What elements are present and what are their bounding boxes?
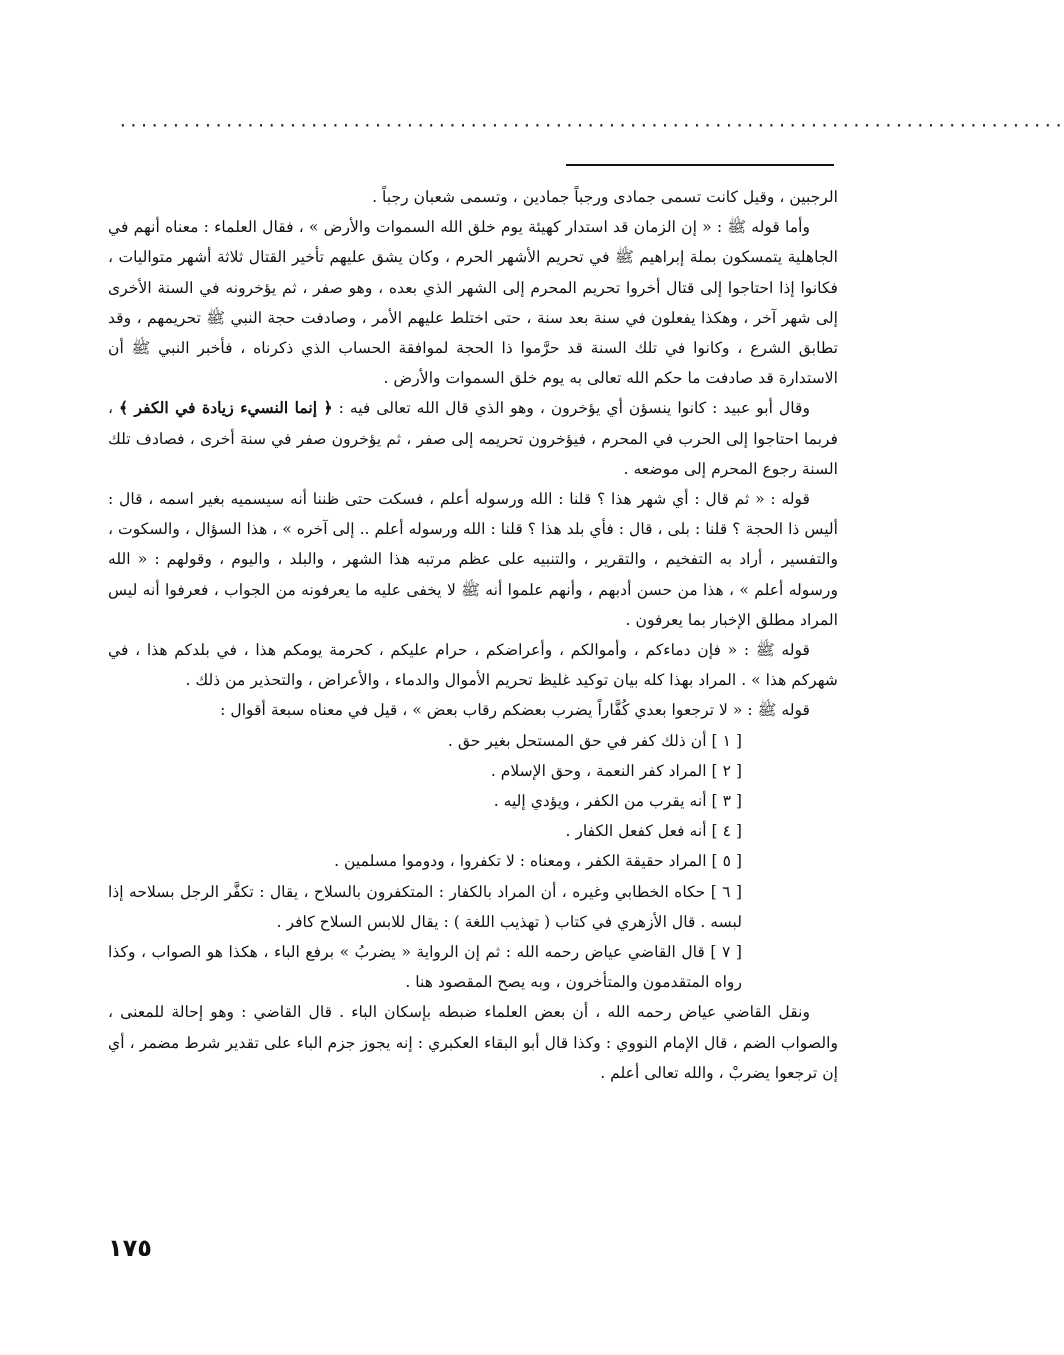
paragraph-your-blood: قوله ﷺ : « فإن دماءكم ، وأموالكم ، وأعراضكم ، حرام عليكم ، كحرمة يومكم هذا ، في بلدكم هذا ، في شهركم هذا » . المراد بهذا كله بيان توكيد غليظ تحريم الأموال والدماء ، والأعراض ، والتحذير من ذلك . [108, 641, 838, 690]
sayings-list [108, 726, 742, 998]
list-item: [ ٥ ] المراد حقيقة الكفر ، ومعناه : لا تكفروا ، ودوموا مسلمين . [334, 852, 742, 871]
page-body [108, 182, 838, 1088]
paragraph-rajabain: الرجبين ، وقيل كانت تسمى جمادى ورجباً جمادين ، وتسمى شعبان رجباً . [372, 188, 838, 206]
list-item: [ ٢ ] المراد كفر النعمة ، وحق الإسلام . [490, 761, 742, 780]
paragraph-abu-ubaid-start: وقال أبو عبيد : كانوا ينسؤن أي يؤخرون ، وهو الذي قال الله تعالى فيه : [332, 399, 810, 418]
list-item: [ ٤ ] أنه فعل كفعل الكفار . [565, 822, 742, 841]
paragraph-abu-ubaid-end: ، فربما احتاجوا إلى الحرب في المحرم ، فيؤخرون تحريمه إلى صفر ، ثم يؤخرون صفر في سنة أخرى ، فصادف تلك السنة رجوع المحرم إلى موضعه . [108, 399, 838, 478]
dotted-separator: ························································································· [118, 116, 1064, 135]
paragraph-abu-ubaid [108, 393, 838, 484]
paragraph-which-month: قوله : « ثم قال : أي شهر هذا ؟ قلنا : الله ورسوله أعلم ، فسكت حتى ظننا أنه سيسميه بغير اسمه ، قال : أليس ذا الحجة ؟ قلنا : بلى ، قال : فأي بلد هذا ؟ قلنا : الله ورسوله أعلم .. إلى آخره » ، هذا السؤال ، والسكوت ، والتفسير ، أراد به التفخيم ، والتقرير ، والتنبيه على عظم مرتبه هذا الشهر ، والبلد ، واليوم ، وقولهم : « الله ورسوله أعلم » ، هذا من حسن أدبهم ، وأنهم علموا أنه ﷺ لا يخفى عليه ما يعرفونه من الجواب ، فعرفوا أنه ليس المراد مطلق الإخبار بما يعرفون . [108, 490, 838, 629]
footnote-rule [566, 164, 834, 166]
list-item: [ ٣ ] أنه يقرب من الكفر ، ويؤدي إليه . [493, 792, 742, 811]
paragraph-qadi-iyad: ونقل القاضي عياض رحمه الله ، أن بعض العلماء ضبطه بإسكان الباء . قال القاضي : وهو إحالة للمعنى ، والصواب الضم ، قال الإمام النووي : وكذا قال أبو البقاء العكبري : إنه يجوز جزم الباء على تقدير شرط مضمر ، أي إن ترجعوا يضربْ ، والله تعالى أعلم . [108, 1003, 838, 1082]
list-item: [ ٧ ] قال القاضي عياض رحمه الله : ثم إن الرواية « يضربُ » برفع الباء ، هكذا هو الصواب ، وكذا رواه المتقدمون والمتأخرون ، وبه يصح المقصود هنا . [108, 943, 742, 992]
paragraph-do-not-return: قوله ﷺ : « لا ترجعوا بعدي كُفَّاراً يضرب بعضكم رقاب بعض » ، قيل في معناه سبعة أقوال : [220, 701, 810, 720]
quran-quote: ﴿ إنما النسيء زيادة في الكفر ﴾ [119, 398, 333, 418]
page-number: ١٧٥ [108, 1234, 152, 1262]
list-item: [ ١ ] أن ذلك كفر في حق المستحل بغير حق . [447, 731, 742, 750]
list-item: [ ٦ ] حكاه الخطابي وغيره ، أن المراد بالكفار : المتكفرون بالسلاح ، يقال : تكفَّر الرجل بسلاحه إذا لبسه . قال الأزهري في كتاب ( تهذيب اللغة ) : يقال للابس السلاح كافر . [108, 882, 743, 931]
paragraph-time-revolved: وأما قوله ﷺ : « إن الزمان قد استدار كهيئة يوم خلق الله السموات والأرض » ، فقال العلماء : معناه أنهم في الجاهلية يتمسكون بملة إبراهيم ﷺ في تحريم الأشهر الحرم ، وكان يشق عليهم تأخير القتال ثلاثة أشهر متواليات ، فكانوا إذا احتاجوا إلى قتال أخروا تحريم المحرم إلى الشهر الذي بعده ، وهو صفر ، ثم يؤخرونه في السنة الأخرى إلى شهر آخر ، وهكذا يفعلون في سنة بعد سنة ، حتى اختلط عليهم الأمر ، وصادفت حجة النبي ﷺ تحريمهم ، وقد تطابق الشرع ، وكانوا في تلك السنة قد حرَّموا ذا الحجة لموافقة الحساب الذي ذكرناه ، فأخبر النبي ﷺ أن الاستدارة قد صادفت ما حكم الله تعالى به يوم خلق السموات والأرض . [108, 218, 838, 388]
